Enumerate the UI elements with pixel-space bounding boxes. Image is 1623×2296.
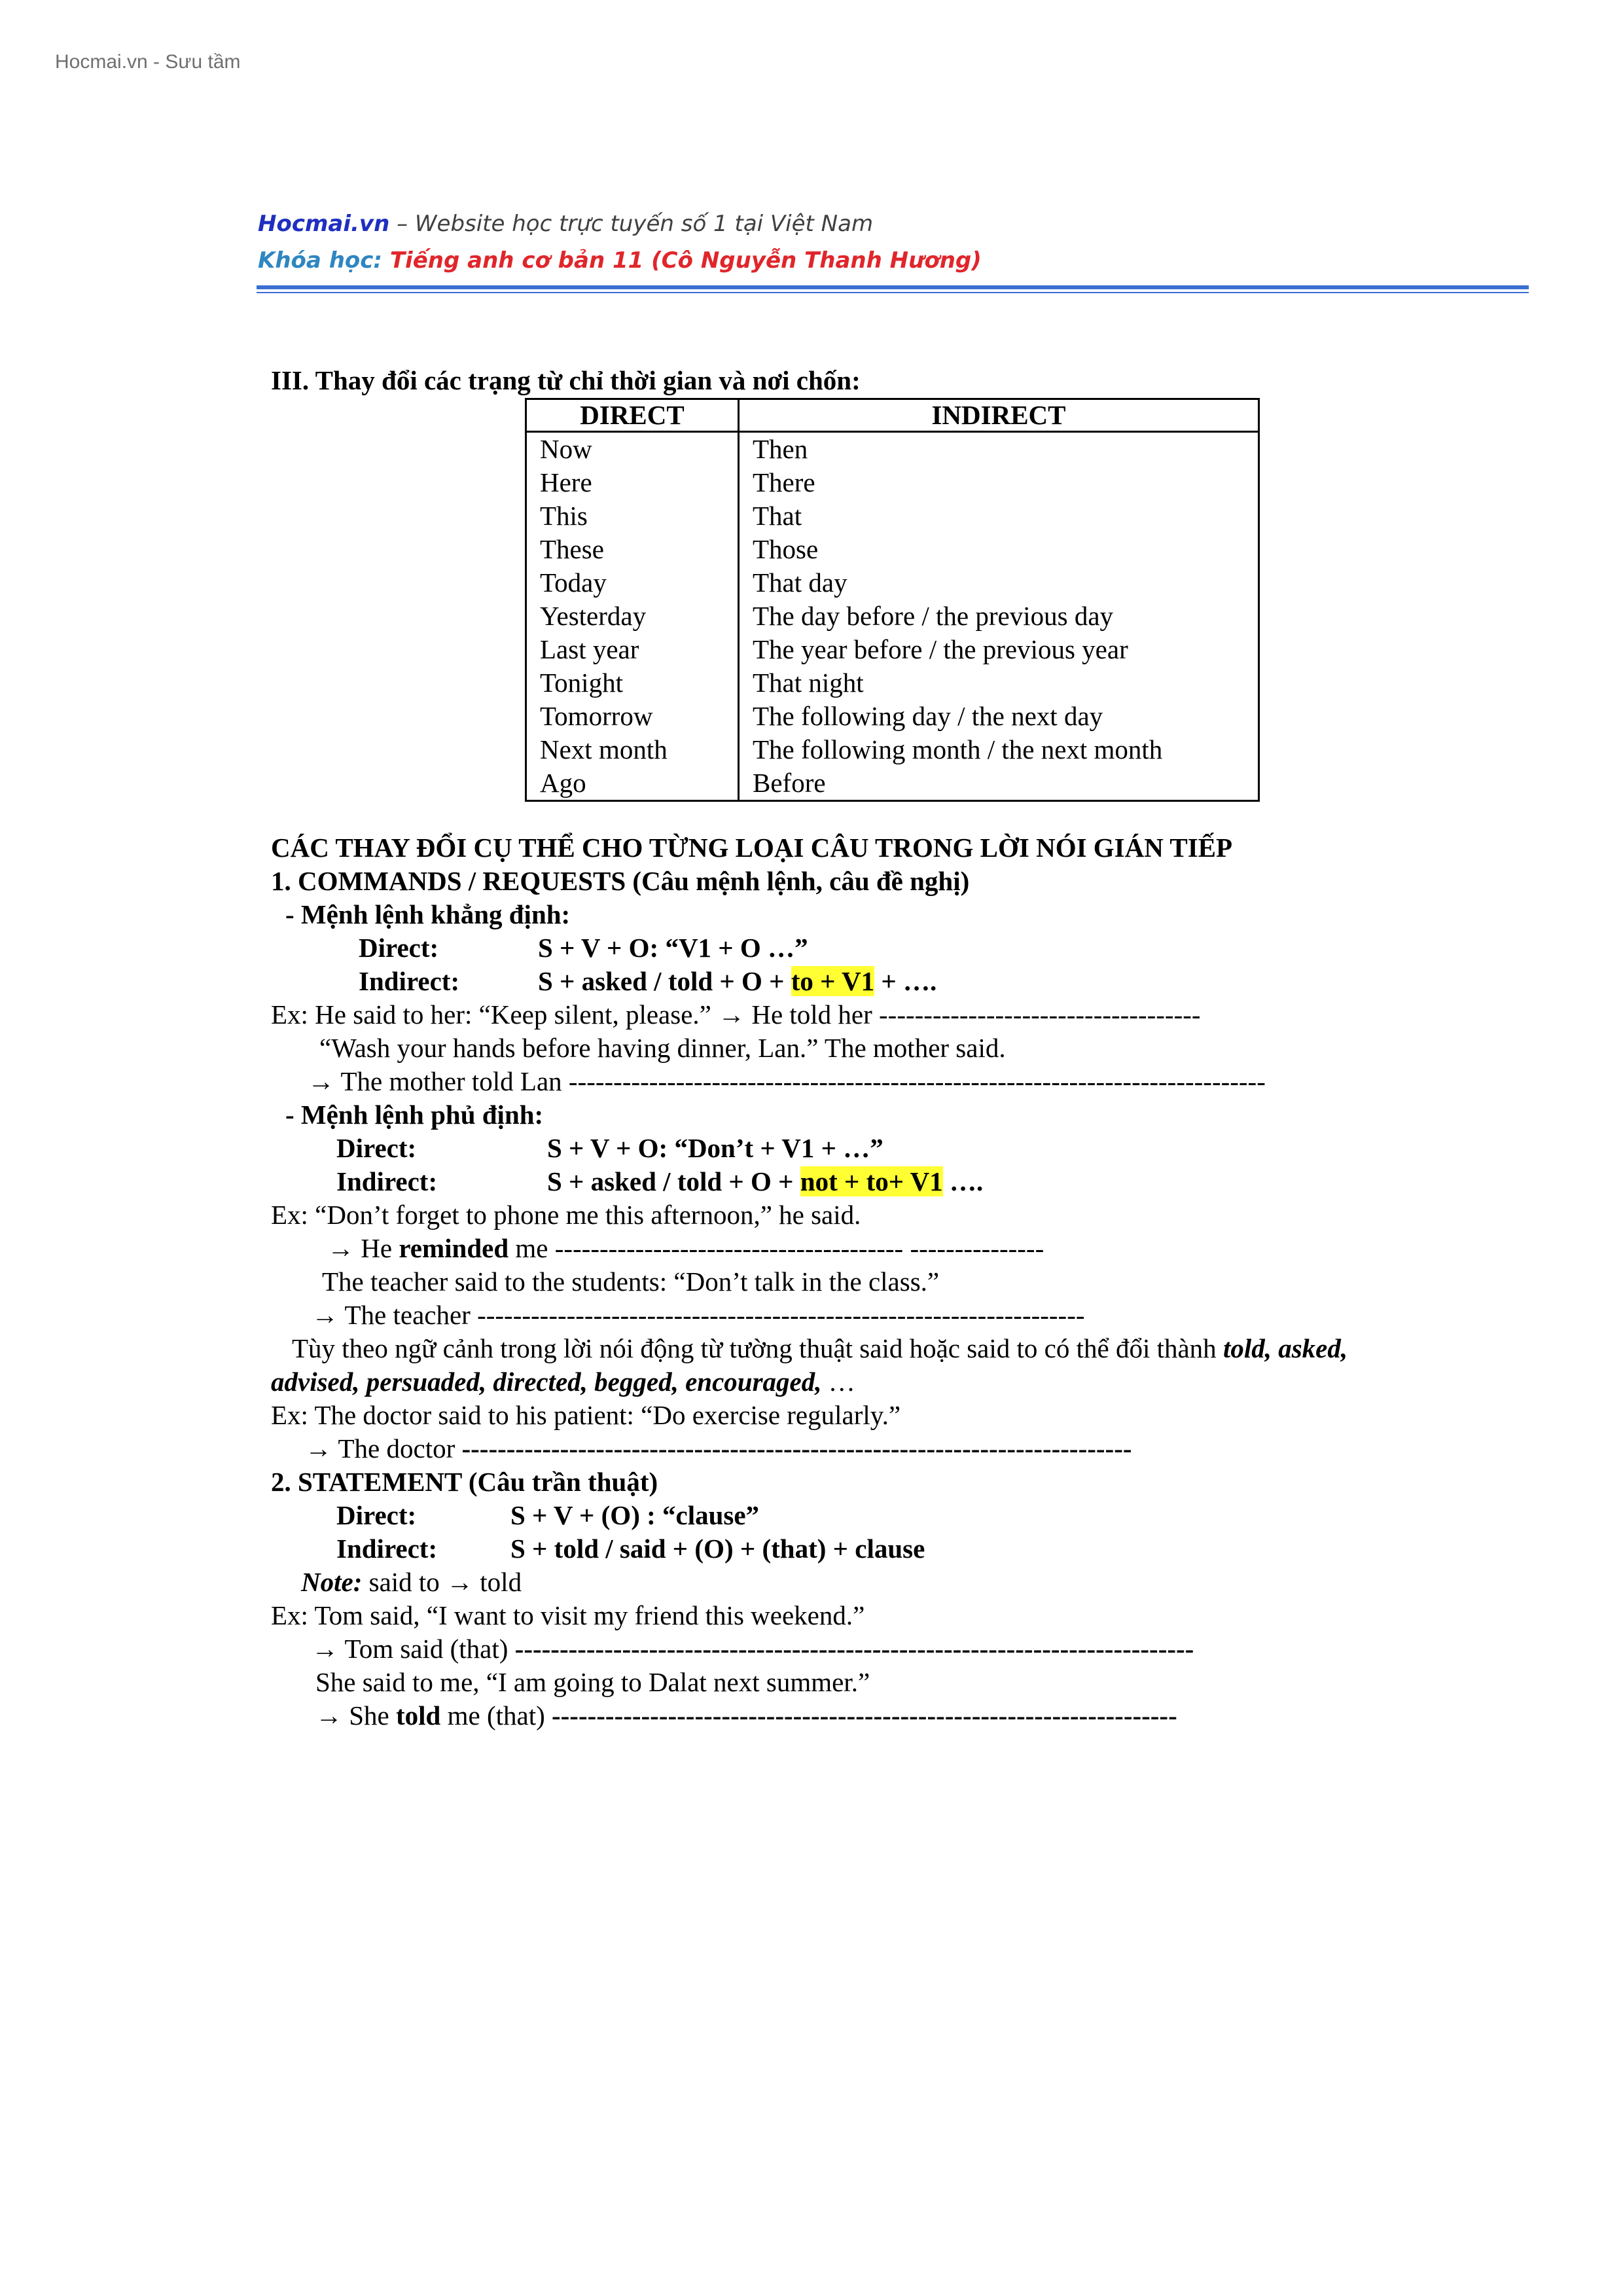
neg-heading: - Mệnh lệnh phủ định: [285, 1100, 544, 1130]
affirm-direct-label: Direct: [359, 933, 439, 963]
direct-cell: Tonight [526, 666, 739, 700]
neg-indirect-formula [547, 1165, 983, 1198]
reporting-verb-note-1 [292, 1332, 1347, 1365]
header-line-1 [258, 211, 873, 237]
example-3b [305, 1432, 1132, 1465]
keyword-told: told [396, 1700, 441, 1731]
table-row [526, 466, 1259, 499]
example-4a: Ex: Tom said, “I want to visit my friend this weekend.” [271, 1600, 865, 1630]
answer-blank: ---------------------------------------------------------------------- [552, 1700, 1177, 1731]
example-2d: → The teacher -------------------------------------------------------------------- [312, 1300, 1085, 1330]
table-row [526, 533, 1259, 566]
note-verbs: told, asked, [1222, 1333, 1348, 1363]
commands-heading: 1. COMMANDS / REQUESTS (Câu mệnh lệnh, câu đề nghị) [271, 866, 970, 896]
example-3a: Ex: The doctor said to his patient: “Do exercise regularly.” [271, 1400, 901, 1430]
example-text: → Tom said (that) [312, 1634, 515, 1664]
example-text: → The doctor [305, 1433, 462, 1463]
adverb-change-table [525, 398, 1260, 802]
note-verbs: advised, persuaded, directed, begged, encouraged, [271, 1367, 822, 1397]
table-row [526, 600, 1259, 633]
header-dash: – [389, 211, 415, 237]
table-row [526, 700, 1259, 733]
st-indirect-formula: S + told / said + (O) + (that) + clause [510, 1534, 925, 1564]
indirect-cell: Those [739, 533, 1259, 566]
neg-direct-label: Direct: [336, 1133, 417, 1163]
direct-cell: Ago [526, 766, 739, 801]
indirect-cell: The day before / the previous day [739, 600, 1259, 633]
example-2c: The teacher said to the students: “Don’t talk in the class.” [322, 1266, 940, 1297]
section-3-title: III. Thay đổi các trạng từ chỉ thời gian và nơi chốn: [271, 365, 861, 395]
header-rule-thin [257, 292, 1529, 293]
example-text: → She [315, 1700, 396, 1731]
affirm-heading: - Mệnh lệnh khẳng định: [285, 899, 571, 929]
direct-cell: Now [526, 432, 739, 467]
answer-blank: --------------------------------------------------------------------------- [461, 1433, 1132, 1463]
indirect-cell: The following month / the next month [739, 733, 1259, 766]
site-tagline: Website học trực tuyến số 1 tại Việt Nam [414, 211, 874, 237]
example-text: me (that) [440, 1700, 552, 1731]
formula-text: S + asked / told + O + [538, 966, 791, 996]
note-label: Note: [301, 1567, 363, 1597]
table-header-row [526, 399, 1259, 432]
note-text: said to → told [362, 1567, 522, 1597]
course-name: Tiếng anh cơ bản 11 (Cô Nguyễn Thanh Hương) [389, 247, 982, 274]
formula-text: S + asked / told + O + [547, 1166, 800, 1196]
watermark: Hocmai.vn - Sưu tầm [55, 51, 241, 73]
st-indirect-label: Indirect: [336, 1534, 438, 1564]
direct-cell: Today [526, 566, 739, 600]
said-to-note [301, 1566, 522, 1599]
direct-cell: Last year [526, 633, 739, 666]
affirm-indirect-formula [538, 965, 936, 998]
highlight-not-to-v1: not + to+ V1 [800, 1166, 943, 1196]
table-row [526, 633, 1259, 666]
example-2b [327, 1232, 1044, 1265]
table-row [526, 499, 1259, 533]
example-4b [312, 1632, 1194, 1666]
header-line-2 [258, 247, 982, 274]
example-4c: She said to me, “I am going to Dalat next summer.” [315, 1667, 870, 1697]
answer-blank: ---------------------------------------------------------------------------- [514, 1634, 1194, 1664]
table-row [526, 733, 1259, 766]
indirect-cell: The year before / the previous year [739, 633, 1259, 666]
table-row [526, 766, 1259, 801]
direct-cell: Next month [526, 733, 739, 766]
affirm-indirect-label: Indirect: [359, 966, 460, 996]
example-1a: Ex: He said to her: “Keep silent, please.” → He told her ------------------------------------ [271, 999, 1201, 1030]
note-text: … [821, 1367, 855, 1397]
indirect-cell: Before [739, 766, 1259, 801]
col-header-direct: DIRECT [526, 399, 739, 432]
indirect-cell: That night [739, 666, 1259, 700]
example-1c: → The mother told Lan ------------------------------------------------------------------------------ [308, 1066, 1266, 1096]
table-row [526, 432, 1259, 467]
highlight-to-v1: to + V1 [791, 966, 875, 996]
direct-cell: Here [526, 466, 739, 499]
direct-cell: Yesterday [526, 600, 739, 633]
note-text: Tùy theo ngữ cảnh trong lời nói động từ tường thuật said hoặc said to có thể đổi thành [292, 1333, 1223, 1363]
st-direct-formula: S + V + (O) : “clause” [510, 1500, 760, 1530]
statement-heading: 2. STATEMENT (Câu trần thuật) [271, 1467, 658, 1497]
keyword-reminded: reminded [399, 1233, 509, 1263]
st-direct-label: Direct: [336, 1500, 417, 1530]
example-2a: Ex: “Don’t forget to phone me this afternoon,” he said. [271, 1200, 861, 1230]
neg-direct-formula: S + V + O: “Don’t + V1 + …” [547, 1133, 883, 1163]
site-name: Hocmai.vn [258, 211, 390, 237]
formula-text: + …. [874, 966, 937, 996]
header-rule [257, 285, 1529, 289]
direct-cell: Tomorrow [526, 700, 739, 733]
indirect-cell: There [739, 466, 1259, 499]
indirect-cell: The following day / the next day [739, 700, 1259, 733]
example-1b: “Wash your hands before having dinner, Lan.” The mother said. [319, 1033, 1006, 1063]
neg-indirect-label: Indirect: [336, 1166, 438, 1196]
course-label: Khóa học: [258, 247, 390, 274]
indirect-cell: That day [739, 566, 1259, 600]
indirect-cell: Then [739, 432, 1259, 467]
direct-cell: This [526, 499, 739, 533]
formula-text: …. [942, 1166, 984, 1196]
direct-cell: These [526, 533, 739, 566]
example-4d [315, 1699, 1177, 1732]
example-text: → He [327, 1233, 399, 1263]
changes-heading: CÁC THAY ĐỔI CỤ THỂ CHO TỪNG LOẠI CÂU TRONG LỜI NÓI GIÁN TIẾP [271, 833, 1233, 863]
example-text: me --------------------------------------- --------------- [508, 1233, 1044, 1263]
col-header-indirect: INDIRECT [739, 399, 1259, 432]
indirect-cell: That [739, 499, 1259, 533]
table-row [526, 666, 1259, 700]
affirm-direct-formula: S + V + O: “V1 + O …” [538, 933, 808, 963]
table-row [526, 566, 1259, 600]
reporting-verb-note-2 [271, 1365, 855, 1399]
